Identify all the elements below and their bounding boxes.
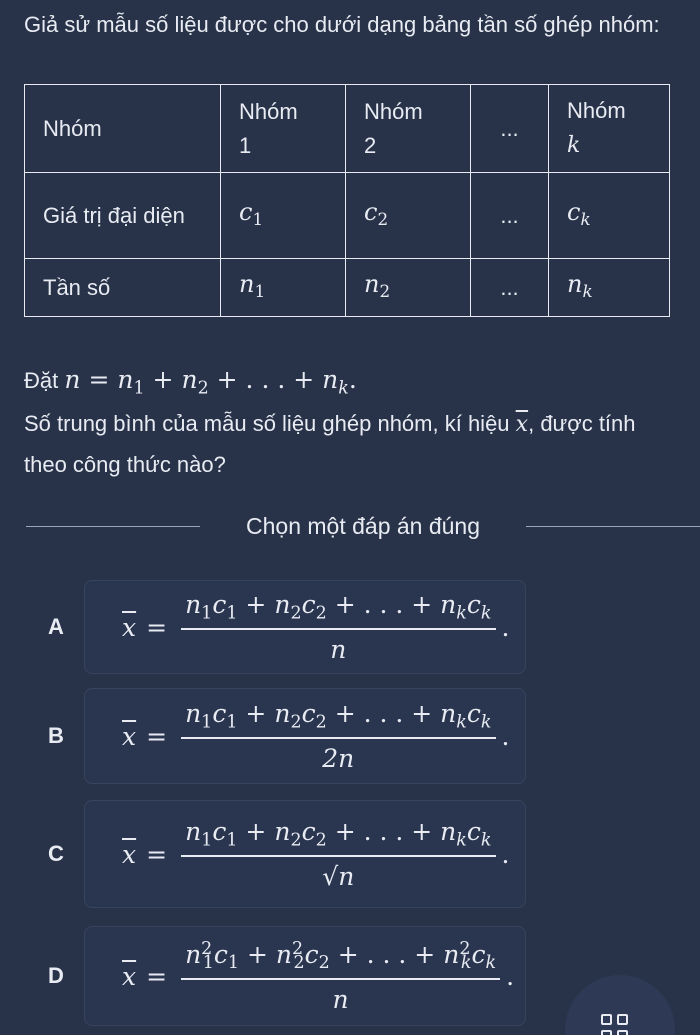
option-d[interactable] xyxy=(28,926,526,1026)
option-formula: $\overline{x}$ = $\frac{n_1c_1 + n_2c_2 + . . . + n_kc_k}{n}$ . xyxy=(122,589,510,665)
table-cell-ellipsis: ... xyxy=(471,85,549,173)
table-row-frequencies xyxy=(25,259,670,317)
mean-symbol: $\overline{x}$ xyxy=(515,412,529,437)
option-c[interactable] xyxy=(28,800,526,908)
table-cell-n2: $n_2$ xyxy=(346,259,471,317)
table-cell-ellipsis: ... xyxy=(471,173,549,259)
row-header-value: Giá trị đại diện xyxy=(25,173,221,259)
table-cell-ellipsis: ... xyxy=(471,259,549,317)
table-cell-ck: $c_k$ xyxy=(549,173,670,259)
row-header-group: Nhóm xyxy=(25,85,221,173)
table-cell-nk: $n_k$ xyxy=(549,259,670,317)
table-cell-group-2: Nhóm 2 xyxy=(346,85,471,173)
grid-icon[interactable] xyxy=(601,1014,631,1035)
option-letter: A xyxy=(48,614,64,639)
table-cell-group-1: Nhóm 1 xyxy=(221,85,346,173)
option-letter: B xyxy=(48,723,64,748)
answer-divider xyxy=(0,506,700,546)
table-row-groups xyxy=(25,85,670,173)
table-cell-c2: $c_2$ xyxy=(346,173,471,259)
option-formula: $\overline{x}$ = $\frac{n^2_1c_1 + n^2_2c_2 + . . . + n^2_kc_k}{n}$ . xyxy=(122,938,515,1014)
row-header-frequency: Tần số xyxy=(25,259,221,317)
option-letter: D xyxy=(48,963,64,988)
definition-statement: Đặt $n = n_1 + n_2$ + . . . + $n_k$. xyxy=(24,365,357,399)
option-formula: $\overline{x}$ = $\frac{n_1c_1 + n_2c_2 + . . . + n_kc_k}{√n}$ . xyxy=(122,816,510,892)
question-intro: Giả sử mẫu số liệu được cho dưới dạng bảng tần số ghép nhóm: xyxy=(24,12,660,37)
table-cell-group-k: Nhóm k xyxy=(549,85,670,173)
option-b[interactable] xyxy=(28,688,526,784)
divider-label: Chọn một đáp án đúng xyxy=(246,512,481,539)
option-formula: $\overline{x}$ = $\frac{n_1c_1 + n_2c_2 + . . . + n_kc_k}{2n}$ . xyxy=(122,698,510,774)
question-text: Số trung bình của mẫu số liệu ghép nhóm, kí hiệu $\overline{x}$, được tính theo công thức nào? xyxy=(24,411,636,477)
table-cell-n1: $n_1$ xyxy=(221,259,346,317)
table-row-values xyxy=(25,173,670,259)
frequency-table xyxy=(24,84,670,317)
option-letter: C xyxy=(48,841,64,866)
table-cell-c1: $c_1$ xyxy=(221,173,346,259)
option-a[interactable] xyxy=(28,580,526,674)
